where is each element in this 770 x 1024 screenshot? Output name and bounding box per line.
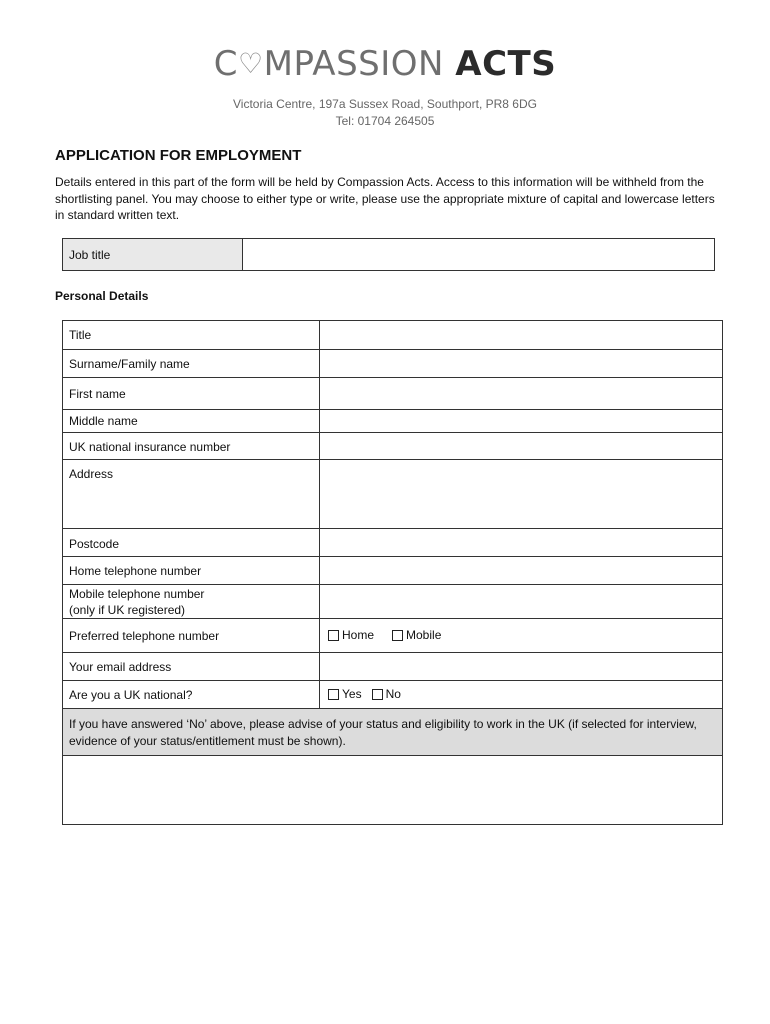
table-row <box>63 409 722 432</box>
postcode-field[interactable] <box>320 529 722 556</box>
preferred-home-option[interactable] <box>328 628 374 642</box>
personal-details-heading: Personal Details <box>55 289 149 303</box>
checkbox-icon[interactable] <box>328 630 339 641</box>
mobile-telephone-field[interactable] <box>320 585 722 618</box>
home-telephone-label: Home telephone number <box>63 557 320 584</box>
logo-text-c: C <box>213 44 239 84</box>
email-field[interactable] <box>320 653 722 680</box>
preferred-telephone-label: Preferred telephone number <box>63 619 320 652</box>
table-row <box>63 680 722 708</box>
organisation-address: Victoria Centre, 197a Sussex Road, Southport, PR8 6DG <box>233 97 537 111</box>
table-row <box>63 652 722 680</box>
status-note: If you have answered ‘No’ above, please advise of your status and eligibility to work in the UK (if selected for interview, evidence of your status/entitlement must be shown). <box>63 708 722 755</box>
uk-national-label: Are you a UK national? <box>63 681 320 708</box>
job-title-table <box>62 238 715 271</box>
title-field[interactable] <box>320 321 722 349</box>
mobile-label-line2: (only if UK registered) <box>69 603 186 617</box>
first-name-field[interactable] <box>320 378 722 409</box>
uk-national-options <box>320 681 722 708</box>
surname-label: Surname/Family name <box>63 350 320 377</box>
table-row <box>63 459 722 528</box>
preferred-mobile-option[interactable] <box>392 628 441 642</box>
table-row <box>63 321 722 349</box>
table-row <box>63 618 722 652</box>
compassion-acts-logo <box>0 42 770 86</box>
mobile-telephone-label <box>63 585 320 618</box>
checkbox-icon[interactable] <box>328 689 339 700</box>
preferred-home-label: Home <box>342 628 375 642</box>
title-label: Title <box>63 321 320 349</box>
ni-number-field[interactable] <box>320 433 722 459</box>
uk-national-no-option[interactable] <box>372 687 401 701</box>
logo-text-mpassion: MPASSION <box>263 44 444 84</box>
organisation-telephone: Tel: 01704 264505 <box>335 114 435 128</box>
table-row <box>63 432 722 459</box>
checkbox-icon[interactable] <box>372 689 383 700</box>
preferred-mobile-label: Mobile <box>406 628 442 642</box>
middle-name-label: Middle name <box>63 410 320 432</box>
address-field[interactable] <box>320 460 722 528</box>
uk-national-no-label: No <box>385 687 401 701</box>
heart-icon: ♡ <box>238 47 264 80</box>
table-row <box>63 377 722 409</box>
uk-national-yes-label: Yes <box>342 687 362 701</box>
surname-field[interactable] <box>320 350 722 377</box>
postcode-label: Postcode <box>63 529 320 556</box>
job-title-label: Job title <box>63 239 243 270</box>
home-telephone-field[interactable] <box>320 557 722 584</box>
address-label: Address <box>63 460 320 528</box>
preferred-telephone-options <box>320 619 722 652</box>
email-label: Your email address <box>63 653 320 680</box>
first-name-label: First name <box>63 378 320 409</box>
form-intro: Details entered in this part of the form will be held by Compassion Acts. Access to this information will be withheld from the shortlisting panel. You may choose to either type or write, please use the appropriate mixture of capital and lowercase letters in standard written text. <box>55 175 715 223</box>
middle-name-field[interactable] <box>320 410 722 432</box>
personal-details-table <box>62 320 723 825</box>
table-row <box>63 528 722 556</box>
mobile-label-line1: Mobile telephone number <box>69 587 205 601</box>
table-row <box>63 349 722 377</box>
logo-text-acts: ACTS <box>455 44 557 84</box>
table-row <box>63 584 722 618</box>
uk-national-yes-option[interactable] <box>328 687 362 701</box>
table-row <box>63 556 722 584</box>
job-title-field[interactable] <box>243 239 714 270</box>
status-answer-field[interactable] <box>63 755 722 824</box>
form-title: APPLICATION FOR EMPLOYMENT <box>55 147 302 164</box>
checkbox-icon[interactable] <box>392 630 403 641</box>
ni-number-label: UK national insurance number <box>63 433 320 459</box>
